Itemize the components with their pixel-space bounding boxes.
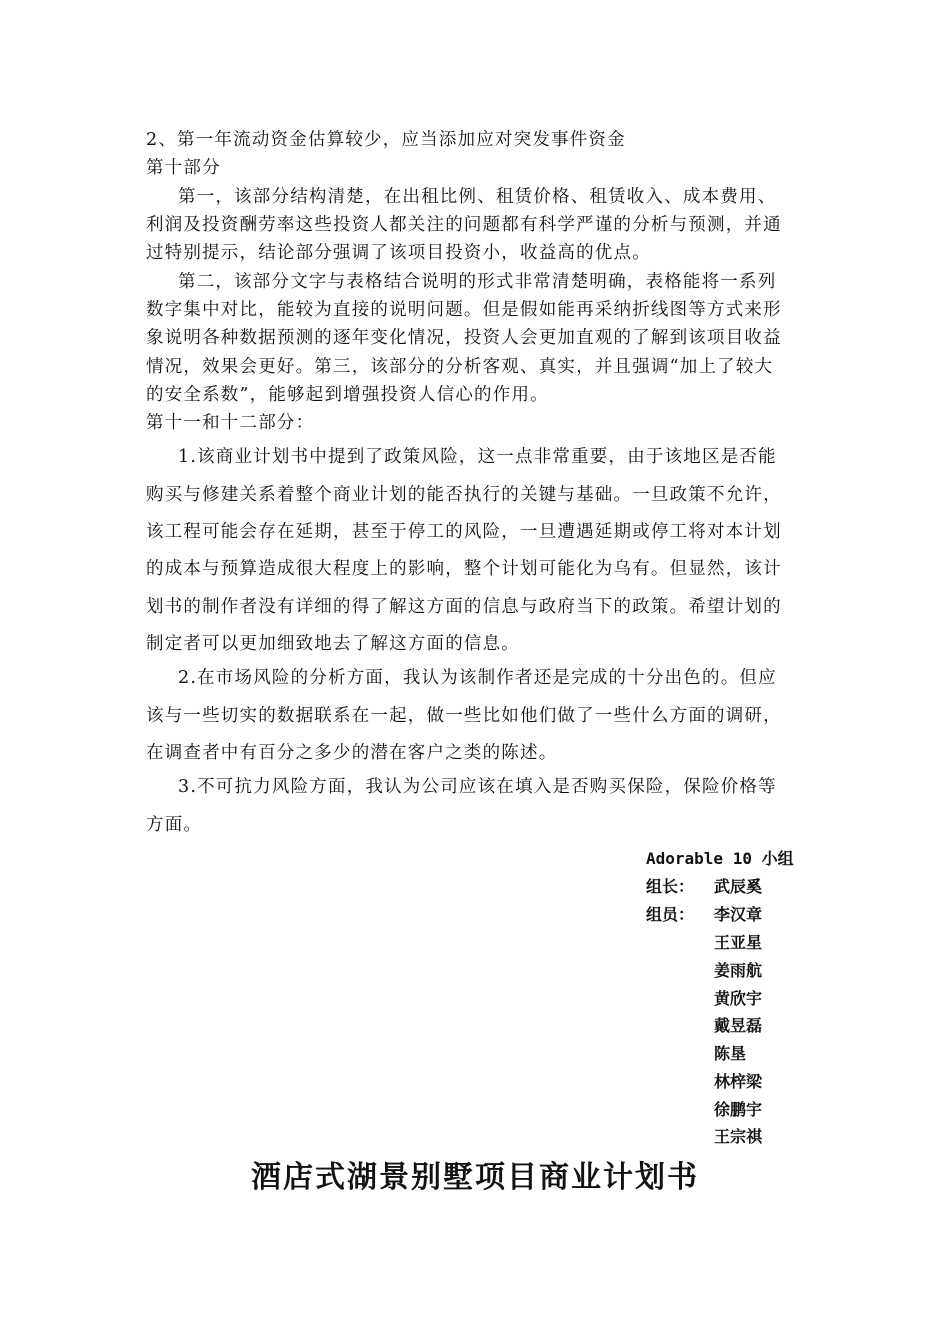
member-name: 姜雨航 (714, 961, 763, 980)
paragraph-line: 3.不可抗力风险方面，我认为公司应该在填入是否购买保险，保险价格等 (178, 777, 777, 797)
paragraph-line: 情况，效果会更好。第三，该部分的分析客观、真实，并且强调“加上了较大 (146, 357, 774, 377)
section-heading: 第十部分 (146, 158, 221, 178)
paragraph-line: 第一，该部分结构清楚，在出租比例、租赁价格、租赁收入、成本费用、 (178, 187, 777, 207)
paragraph-line: 过特别提示，结论部分强调了该项目投资小，收益高的优点。 (146, 243, 651, 263)
paragraph-line: 购买与修建关系着整个商业计划的能否执行的关键与基础。一旦政策不允许， (146, 485, 782, 505)
paragraph-line: 第二，该部分文字与表格结合说明的形式非常清楚明确，表格能将一系列 (178, 272, 777, 292)
member-name: 林梓梁 (714, 1072, 763, 1091)
paragraph-line: 利润及投资酬劳率这些投资人都关注的问题都有科学严谨的分析与预测，并通 (146, 215, 782, 235)
document-title: 酒店式湖景别墅项目商业计划书 (251, 1160, 699, 1195)
paragraph-line: 的成本与预算造成很大程度上的影响，整个计划可能化为乌有。但显然，该计 (146, 559, 782, 579)
member-name: 李汉章 (714, 905, 763, 924)
paragraph-line: 制定者可以更加细致地去了解这方面的信息。 (146, 634, 520, 654)
paragraph-line: 该与一些切实的数据联系在一起，做一些比如他们做了一些什么方面的调研， (146, 706, 782, 726)
paragraph-line: 2.在市场风险的分析方面，我认为该制作者还是完成的十分出色的。但应 (178, 668, 777, 688)
members-row (646, 902, 762, 925)
leader-row (646, 874, 762, 897)
leader-label: 组长： (646, 877, 695, 896)
member-name: 黄欣宇 (714, 989, 763, 1008)
member-name: 王宗祺 (714, 1127, 763, 1146)
paragraph-line: 划书的制作者没有详细的得了解这方面的信息与政府当下的政策。希望计划的 (146, 597, 782, 617)
member-name: 王亚星 (714, 933, 763, 952)
paragraph-line: 数字集中对比，能较为直接的说明问题。但是假如能再采纳折线图等方式来形 (146, 300, 782, 320)
paragraph-line: 方面。 (146, 815, 203, 835)
member-name: 徐鹏宇 (714, 1100, 763, 1119)
section-heading: 第十一和十二部分： (146, 413, 315, 433)
paragraph-line: 象说明各种数据预测的逐年变化情况，投资人会更加直观的了解到该项目收益 (146, 328, 782, 348)
paragraph-line: 在调查者中有百分之多少的潜在客户之类的陈述。 (146, 743, 558, 763)
paragraph-line: 1.该商业计划书中提到了政策风险，这一点非常重要，由于该地区是否能 (178, 447, 777, 467)
leader-name: 武辰奚 (714, 877, 763, 896)
team-name: Adorable 10 小组 (646, 849, 794, 868)
text-line: 2、第一年流动资金估算较少，应当添加应对突发事件资金 (146, 130, 626, 150)
paragraph-line: 的安全系数”，能够起到增强投资人信心的作用。 (146, 385, 549, 405)
member-name: 戴昱磊 (714, 1016, 763, 1035)
members-label: 组员： (646, 905, 695, 924)
paragraph-line: 该工程可能会存在延期，甚至于停工的风险，一旦遭遇延期或停工将对本计划 (146, 522, 782, 542)
member-name: 陈垦 (714, 1044, 747, 1063)
